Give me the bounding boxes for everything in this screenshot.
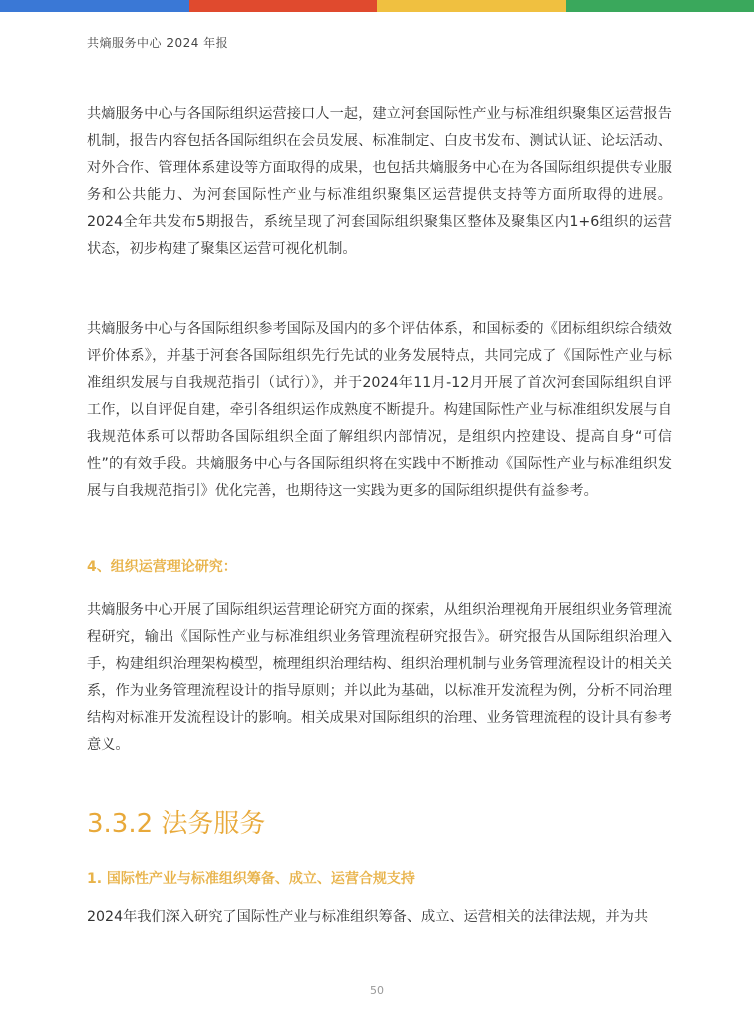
paragraph-theory-research: 共熵服务中心开展了国际组织运营理论研究方面的探索，从组织治理视角开展组织业务管理流程研究，输出《国际性产业与标准组织业务管理流程研究报告》。研究报告从国际组织治理入手，构建组织治理架构模型，梳理组织治理结构、组织治理机制与业务管理流程设计的相关关系，作为业务管理流程设计的指导原则；并以此为基础，以标准开发流程为例，分析不同治理结构对标准开发流程设计的影响。相关成果对国际组织的治理、业务管理流程的设计具有参考意义。 (87, 602, 672, 753)
subheading-theory-research: 4、组织运营理论研究： (87, 559, 237, 575)
paragraph-report-mechanism: 共熵服务中心与各国际组织运营接口人一起，建立河套国际性产业与标准组织聚集区运营报告机制，报告内容包括各国际组织在会员发展、标准制定、白皮书发布、测试认证、论坛活动、对外合作、管理体系建设等方面取得的成果，也包括共熵服务中心在为各国际组织提供专业服务和公共能力、为河套国际性产业与标准组织聚集区运营提供支持等方面所取得的进展。2024全年共发布5期报告，系统呈现了河套国际组织聚集区整体及聚集区内1+6组织的运营状态，初步构建了聚集区运营可视化机制。 (87, 106, 672, 257)
section-heading-legal-services: 3.3.2 法务服务 (87, 809, 266, 839)
subheading-compliance-support: 1. 国际性产业与标准组织筹备、成立、运营合规支持 (87, 871, 415, 887)
top-bar-blue (0, 0, 189, 12)
paragraph-legal-research: 2024年我们深入研究了国际性产业与标准组织筹备、成立、运营相关的法律法规，并为共 (87, 909, 649, 925)
top-bar-red (189, 0, 378, 12)
paragraph-self-assessment: 共熵服务中心与各国际组织参考国际及国内的多个评估体系，和国标委的《团标组织综合绩效评价体系》，并基于河套各国际组织先行先试的业务发展特点，共同完成了《国际性产业与标准组织发展与自我规范指引（试行）》，并于2024年11月-12月开展了首次河套国际组织自评工作，以自评促自建，牵引各组织运作成熟度不断提升。构建国际性产业与标准组织发展与自我规范体系可以帮助各国际组织全面了解组织内部情况，是组织内控建设、提高自身“可信性”的有效手段。共熵服务中心与各国际组织将在实践中不断推动《国际性产业与标准组织发展与自我规范指引》优化完善，也期待这一实践为更多的国际组织提供有益参考。 (87, 321, 672, 499)
header-title: 共熵服务中心 2024 年报 (87, 36, 229, 50)
top-bar-green (566, 0, 754, 12)
top-color-bar (0, 0, 754, 12)
top-bar-yellow (377, 0, 566, 12)
page-number: 50 (370, 984, 384, 997)
